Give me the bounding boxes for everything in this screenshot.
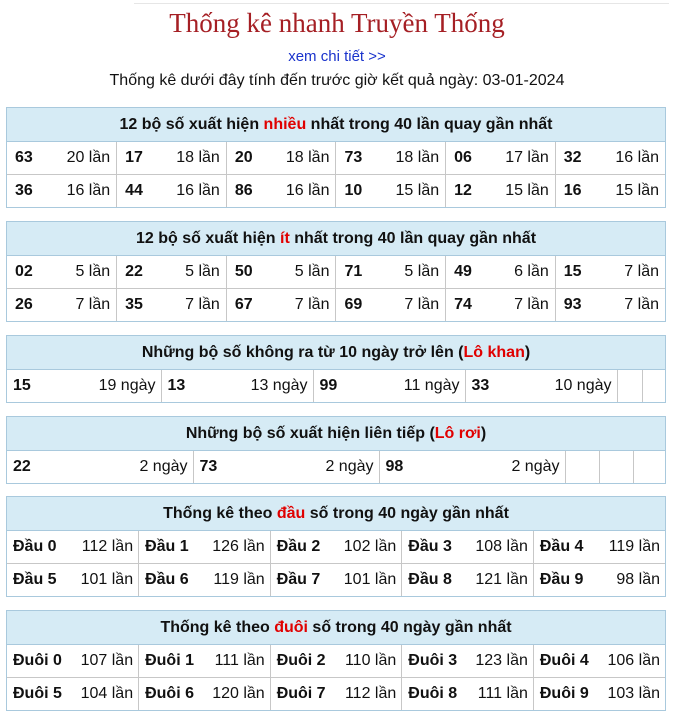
empty-cell xyxy=(633,451,665,483)
stat-label: 44 xyxy=(125,182,143,199)
stat-count: 101 lần xyxy=(343,571,397,588)
duoi-header xyxy=(7,611,665,645)
stat-label: Đầu 6 xyxy=(145,571,189,588)
stat-cell xyxy=(402,531,534,564)
stat-label: 71 xyxy=(344,263,363,280)
stat-count: 19 ngày xyxy=(98,377,156,394)
stat-label: 74 xyxy=(454,296,472,313)
stat-cell xyxy=(139,645,271,678)
stat-count: 17 lần xyxy=(505,149,549,166)
stat-label: 73 xyxy=(344,149,363,166)
stat-cell xyxy=(313,370,465,402)
stat-count: 119 lần xyxy=(213,571,265,588)
stat-label: 16 xyxy=(563,182,582,199)
stat-count: 119 lần xyxy=(608,538,660,555)
table-row xyxy=(7,564,665,597)
stat-cell xyxy=(226,142,336,175)
stat-label: Đuôi 9 xyxy=(539,685,589,702)
stat-cell xyxy=(226,256,336,289)
stat-label: 86 xyxy=(234,182,253,199)
stat-label: Đầu 4 xyxy=(539,538,584,555)
stat-label: 13 xyxy=(167,377,186,394)
lo-roi-panel xyxy=(6,416,666,484)
stat-label: 93 xyxy=(563,296,582,313)
stat-count: 123 lần xyxy=(475,652,528,669)
stat-label: Đầu 1 xyxy=(145,538,189,555)
stat-count: 7 lần xyxy=(514,296,549,313)
stat-count: 121 lần xyxy=(475,571,528,588)
stat-label: 33 xyxy=(471,377,490,394)
lo-khan-header xyxy=(7,336,665,370)
stat-count: 101 lần xyxy=(80,571,134,588)
stat-label: Đuôi 1 xyxy=(145,652,194,669)
stat-cell xyxy=(117,142,227,175)
page-subtitle: Thống kê dưới đây tính đến trước giờ kết quả ngày: 03-01-2024 xyxy=(109,72,565,89)
stat-count: 15 lần xyxy=(395,182,440,199)
stat-label: 32 xyxy=(563,149,582,166)
stat-label: Đầu 8 xyxy=(408,571,452,588)
stat-cell xyxy=(533,645,665,678)
stat-label: Đầu 5 xyxy=(13,571,57,588)
stat-label: 12 xyxy=(454,182,472,199)
lo-khan-table xyxy=(7,370,667,402)
stat-count: 108 lần xyxy=(475,538,528,555)
table-row xyxy=(7,289,665,322)
stat-count: 16 lần xyxy=(66,182,111,199)
stat-count: 106 lần xyxy=(607,652,660,669)
table-row xyxy=(7,645,665,678)
stat-cell xyxy=(226,289,336,322)
header-text: ) xyxy=(524,344,531,361)
stat-count: 10 ngày xyxy=(554,377,612,394)
table-row xyxy=(7,256,665,289)
header-text: Những bộ số không ra từ 10 ngày trở lên ( xyxy=(141,344,464,361)
stat-label: 49 xyxy=(454,263,472,280)
header-text: 12 bộ số xuất hiện xyxy=(119,116,264,133)
stat-cell xyxy=(7,645,139,678)
header-highlight: nhiều xyxy=(263,116,307,133)
duoi-panel xyxy=(6,610,666,711)
stat-label: 20 xyxy=(234,149,253,166)
stat-count: 107 lần xyxy=(80,652,134,669)
stat-label: Đuôi 0 xyxy=(13,652,62,669)
header-text: Những bộ số xuất hiện liên tiếp ( xyxy=(185,425,435,442)
header-text: số trong 40 ngày gần nhất xyxy=(307,619,512,636)
stat-label: 63 xyxy=(15,149,33,166)
empty-cell xyxy=(565,451,599,483)
stat-label: 73 xyxy=(199,458,218,475)
stat-label: Đuôi 6 xyxy=(145,685,194,702)
stat-label: 69 xyxy=(344,296,363,313)
stat-count: 110 lần xyxy=(344,652,397,669)
stat-cell xyxy=(402,645,534,678)
lo-roi-header xyxy=(7,417,665,451)
stat-cell xyxy=(465,370,617,402)
stat-cell xyxy=(7,531,139,564)
stat-cell xyxy=(336,142,446,175)
table-row xyxy=(7,451,665,483)
most-frequent-table xyxy=(7,142,665,207)
stat-label: 98 xyxy=(385,458,404,475)
empty-cell xyxy=(617,370,642,402)
stat-count: 18 lần xyxy=(395,149,440,166)
stat-cell xyxy=(117,256,227,289)
stat-cell xyxy=(533,564,665,597)
table-row xyxy=(7,531,665,564)
stat-count: 7 lần xyxy=(75,296,111,313)
stat-label: Đuôi 5 xyxy=(13,685,62,702)
least-frequent-panel xyxy=(6,221,666,322)
table-row xyxy=(7,678,665,711)
stat-count: 2 ngày xyxy=(139,458,188,475)
table-row xyxy=(7,142,665,175)
header-highlight: đuôi xyxy=(274,619,308,636)
empty-cell xyxy=(599,451,633,483)
stat-cell xyxy=(117,289,227,322)
stat-count: 5 lần xyxy=(404,263,440,280)
header-highlight: Lô rơi xyxy=(434,425,481,442)
stat-count: 103 lần xyxy=(607,685,660,702)
lo-khan-panel xyxy=(6,335,666,403)
stat-label: Đầu 9 xyxy=(539,571,584,588)
stat-label: Đuôi 8 xyxy=(408,685,458,702)
stat-count: 112 lần xyxy=(344,685,397,702)
stat-cell xyxy=(270,645,402,678)
header-text: 12 bộ số xuất hiện xyxy=(135,230,280,247)
stat-label: 17 xyxy=(125,149,143,166)
dau-header xyxy=(7,497,665,531)
stat-label: 50 xyxy=(234,263,253,280)
header-text: Thống kê theo xyxy=(163,505,277,522)
stat-count: 15 lần xyxy=(615,182,659,199)
stat-count: 6 lần xyxy=(514,263,549,280)
stat-count: 16 lần xyxy=(285,182,330,199)
stat-label: 15 xyxy=(563,263,582,280)
least-frequent-header xyxy=(7,222,665,256)
stat-cell xyxy=(270,564,402,597)
stat-label: Đầu 0 xyxy=(13,538,57,555)
stat-count: 104 lần xyxy=(80,685,134,702)
stat-count: 18 lần xyxy=(285,149,330,166)
stat-count: 7 lần xyxy=(185,296,220,313)
stat-cell xyxy=(336,289,446,322)
stat-count: 111 lần xyxy=(214,652,265,669)
stat-cell xyxy=(402,564,534,597)
stat-count: 112 lần xyxy=(81,538,134,555)
stat-cell xyxy=(7,678,139,711)
stat-count: 7 lần xyxy=(404,296,440,313)
stat-label: Đuôi 7 xyxy=(276,685,326,702)
stat-count: 7 lần xyxy=(624,296,659,313)
view-details-link[interactable]: xem chi tiết >> xyxy=(288,48,386,65)
stat-count: 111 lần xyxy=(477,685,528,702)
header-text: Thống kê theo xyxy=(160,619,275,636)
header-text: ) xyxy=(480,425,487,442)
stat-cell xyxy=(270,531,402,564)
stat-count: 120 lần xyxy=(212,685,265,702)
duoi-table xyxy=(7,645,665,710)
stat-cell xyxy=(402,678,534,711)
header-highlight: đầu xyxy=(276,505,306,522)
stat-cell xyxy=(161,370,313,402)
stat-cell xyxy=(117,175,227,208)
stat-cell xyxy=(7,370,161,402)
stat-count: 7 lần xyxy=(294,296,330,313)
table-row xyxy=(7,370,667,402)
stat-label: 10 xyxy=(344,182,363,199)
stat-cell xyxy=(446,256,556,289)
empty-cell xyxy=(642,370,667,402)
header-highlight: Lô khan xyxy=(463,344,525,361)
stat-cell xyxy=(446,289,556,322)
top-divider xyxy=(134,3,669,4)
stat-label: 35 xyxy=(125,296,143,313)
most-frequent-panel xyxy=(6,107,666,208)
stat-cell xyxy=(7,289,117,322)
dau-table xyxy=(7,531,665,596)
stat-label: Đầu 3 xyxy=(408,538,452,555)
stat-label: 02 xyxy=(15,263,33,280)
stat-cell xyxy=(270,678,402,711)
stat-label: 26 xyxy=(15,296,33,313)
stat-count: 2 ngày xyxy=(325,458,374,475)
stat-count: 18 lần xyxy=(176,149,220,166)
stat-count: 5 lần xyxy=(75,263,111,280)
stat-label: Đuôi 3 xyxy=(408,652,458,669)
lo-roi-table xyxy=(7,451,665,483)
stat-label: Đầu 7 xyxy=(276,571,321,588)
stat-count: 2 ngày xyxy=(511,458,560,475)
stat-cell xyxy=(336,175,446,208)
stat-label: 06 xyxy=(454,149,472,166)
stat-cell xyxy=(7,175,117,208)
stat-cell xyxy=(555,256,665,289)
stat-cell xyxy=(446,142,556,175)
header-text: nhất trong 40 lần quay gần nhất xyxy=(289,230,537,247)
stat-cell xyxy=(379,451,565,483)
stat-cell xyxy=(226,175,336,208)
stat-label: Đầu 2 xyxy=(276,538,321,555)
stat-count: 11 ngày xyxy=(403,377,460,394)
least-frequent-table xyxy=(7,256,665,321)
stat-label: 36 xyxy=(15,182,33,199)
stat-label: 99 xyxy=(319,377,338,394)
dau-panel xyxy=(6,496,666,597)
stat-cell xyxy=(7,256,117,289)
most-frequent-header xyxy=(7,108,665,142)
header-text: nhất trong 40 lần quay gần nhất xyxy=(306,116,553,133)
stat-label: 22 xyxy=(13,458,31,475)
table-row xyxy=(7,175,665,208)
stat-label: Đuôi 4 xyxy=(539,652,589,669)
stat-count: 15 lần xyxy=(505,182,549,199)
stat-cell xyxy=(7,564,139,597)
stat-cell xyxy=(533,531,665,564)
header-text: số trong 40 ngày gần nhất xyxy=(305,505,509,522)
stat-cell xyxy=(446,175,556,208)
stat-count: 126 lần xyxy=(212,538,265,555)
stat-cell xyxy=(555,175,665,208)
stat-count: 5 lần xyxy=(294,263,330,280)
stat-cell xyxy=(7,142,117,175)
header-highlight: ít xyxy=(280,230,290,247)
stat-count: 16 lần xyxy=(176,182,220,199)
stat-count: 5 lần xyxy=(185,263,220,280)
stat-count: 98 lần xyxy=(616,571,660,588)
stat-cell xyxy=(193,451,379,483)
stat-label: 22 xyxy=(125,263,143,280)
stat-cell xyxy=(7,451,193,483)
stat-label: 15 xyxy=(13,377,31,394)
stat-cell xyxy=(139,531,271,564)
stat-count: 13 ngày xyxy=(250,377,308,394)
stat-cell xyxy=(555,289,665,322)
stat-label: Đuôi 2 xyxy=(276,652,326,669)
stat-count: 16 lần xyxy=(615,149,659,166)
stat-count: 20 lần xyxy=(66,149,111,166)
stat-cell xyxy=(139,564,271,597)
stat-cell xyxy=(139,678,271,711)
stat-count: 102 lần xyxy=(343,538,397,555)
stat-count: 7 lần xyxy=(624,263,659,280)
stat-cell xyxy=(555,142,665,175)
stat-cell xyxy=(533,678,665,711)
stat-label: 67 xyxy=(234,296,253,313)
page-title: Thống kê nhanh Truyền Thống xyxy=(169,8,505,38)
stat-cell xyxy=(336,256,446,289)
